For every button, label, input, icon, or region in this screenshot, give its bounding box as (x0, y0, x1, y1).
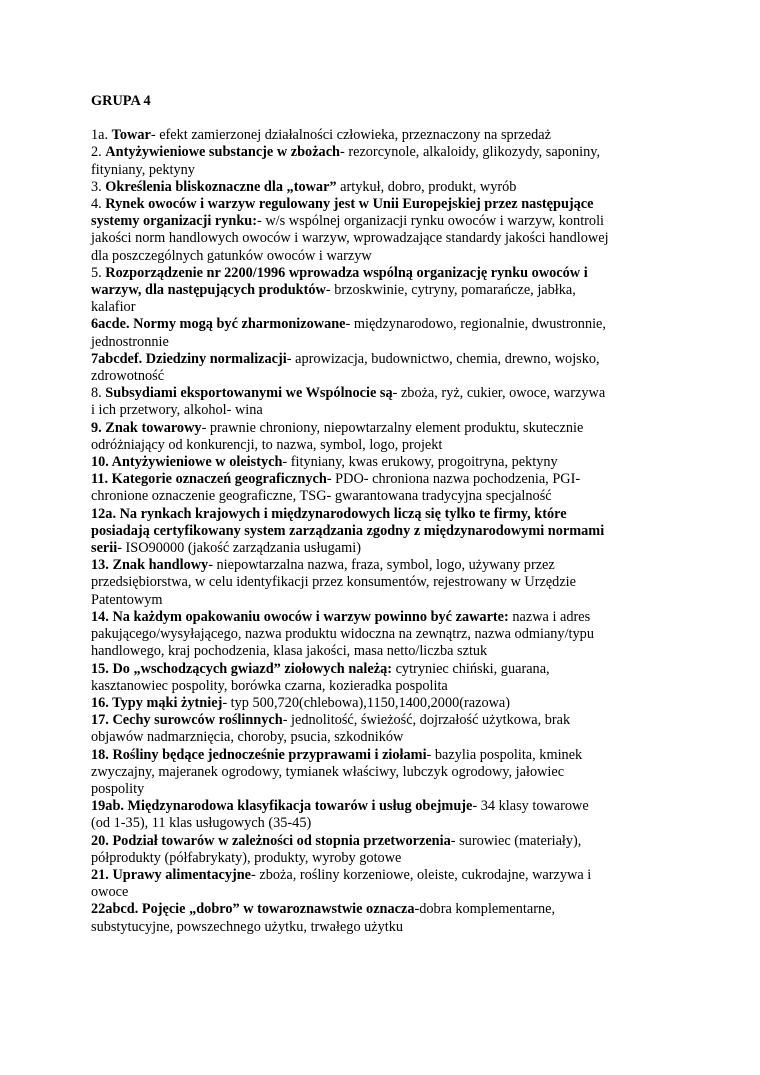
item-number: 3. (91, 178, 106, 195)
item-question: 13. Znak handlowy (91, 557, 209, 574)
item-answer: nazwa i adres pakującego/wysyłającego, nazwa produktu widoczna na zewnątrz, nazwa odmiany/typu handlowego, kraj pochodzenia, klasa jakości, masa netto/liczba sztuk (91, 608, 594, 660)
item-answer: - międzynarodowo, regionalnie, dwustronnie, jednostronnie (91, 316, 606, 350)
item-answer: cytryniec chiński, guarana, kasztanowiec pospolity, borówka czarna, kozieradka pospolita (91, 660, 550, 694)
question-item (91, 179, 611, 196)
item-question: 19ab. Międzynarodowa klasyfikacja towarów i usług obejmuje (91, 798, 473, 815)
item-question: 6acde. Normy mogą być zharmonizowane (91, 316, 346, 333)
item-answer: - brzoskwinie, cytryny, pomarańcze, jabłka, kalafior (91, 282, 576, 316)
question-item (91, 557, 611, 609)
question-item (91, 609, 611, 661)
item-answer: - surowiec (materiały), półprodukty (półfabrykaty), produkty, wyroby gotowe (91, 832, 582, 866)
item-number: 2. (91, 144, 106, 161)
question-list (91, 127, 611, 936)
item-question: 16. Typy mąki żytniej (91, 694, 223, 711)
item-answer: - jednolitość, świeżość, dojrzałość użytkowa, brak objawów nadmarznięcia, choroby, psucia, szkodników (91, 712, 571, 746)
question-item (91, 385, 611, 419)
item-answer: - niepowtarzalna nazwa, fraza, symbol, logo, używany przez przedsiębiorstwa, w celu identyfikacji przez konsumentów, rejestrowany w Urzędzie Patentowym (91, 557, 576, 608)
item-answer: - prawnie chroniony, niepowtarzalny element produktu, skutecznie odróżniający od konkurencji, to nazwa, symbol, logo, projekt (91, 419, 584, 453)
question-item (91, 798, 611, 832)
item-answer: - bazylia pospolita, kminek zwyczajny, majeranek ogrodowy, tymianek właściwy, lubczyk ogrodowy, jałowiec pospolity (91, 746, 583, 797)
item-question: 22abcd. Pojęcie „dobro” w towaroznawstwie oznacza (91, 901, 415, 918)
question-item (91, 471, 611, 505)
item-number: 5. (91, 264, 106, 281)
question-item (91, 196, 611, 265)
item-number: 1a. (91, 127, 112, 144)
question-item (91, 506, 611, 558)
item-question: 20. Podział towarów w zależności od stopnia przetworzenia (91, 832, 451, 849)
item-answer: - efekt zamierzonej działalności człowieka, przeznaczony na sprzedaż (150, 127, 551, 144)
item-answer: - ISO90000 (jakość zarządzania usługami) (117, 540, 361, 557)
question-item (91, 144, 611, 178)
item-number: 4. (91, 196, 106, 213)
item-question: Subsydiami eksportowanymi we Wspólnocie są (105, 385, 393, 402)
question-item (91, 661, 611, 695)
item-question: Rozporządzenie nr 2200/1996 wprowadza wspólną organizację rynku owoców i warzyw, dla następujących produktów (91, 264, 588, 299)
item-question: 12a. Na rynkach krajowych i międzynarodowych liczą się tylko te firmy, które posiadają certyfikowany system zarządzania zgodny z międzynarodowymi normami serii (91, 505, 605, 557)
item-answer: - zboża, rośliny korzeniowe, oleiste, cukrodajne, warzywa i owoce (91, 866, 592, 901)
question-item (91, 265, 611, 317)
item-question: 15. Do „wschodzących gwiazd” ziołowych należą: (91, 660, 393, 677)
item-question: Określenia bliskoznaczne dla „towar” (105, 178, 337, 195)
item-answer: - PDO- chroniona nazwa pochodzenia, PGI- chronione oznaczenie geograficzne, TSG- gwarantowana tradycyjna specjalność (91, 471, 581, 505)
item-answer: - typ 500,720(chlebowa),1150,1400,2000(razowa) (222, 694, 511, 711)
question-item (91, 747, 611, 799)
item-question: Rynek owoców i warzyw regulowany jest w Unii Europejskiej przez następujące systemy organizacji rynku: (91, 196, 594, 230)
item-answer: - zboża, ryż, cukier, owoce, warzywa i ich przetwory, alkohol- wina (91, 385, 606, 419)
item-question: 10. Antyżywieniowe w oleistych (91, 454, 283, 471)
question-item (91, 454, 611, 471)
item-question: Towar (111, 127, 151, 144)
item-answer: - 34 klasy towarowe (od 1-35), 11 klas usługowych (35-45) (91, 798, 589, 832)
question-item (91, 833, 611, 867)
item-question: 11. Kategorie oznaczeń geograficznych (91, 471, 327, 488)
item-answer: artykuł, dobro, produkt, wyrób (336, 178, 517, 195)
question-item (91, 901, 611, 935)
item-answer: -dobra komplementarne, substytucyjne, powszechnego użytku, trwałego użytku (91, 901, 556, 935)
item-question: 7abcdef. Dziedziny normalizacji (91, 350, 287, 367)
question-item (91, 420, 611, 454)
question-item (91, 351, 611, 385)
question-item (91, 867, 611, 901)
item-question: 18. Rośliny będące jednocześnie przyprawami i ziołami (91, 746, 427, 763)
item-question: 17. Cechy surowców roślinnych (91, 712, 283, 729)
item-answer: - fityniany, kwas erukowy, progoitryna, pektyny (282, 454, 558, 471)
item-answer: - w/s wspólnej organizacji rynku owoców i warzyw, kontroli jakości norm handlowych owoców i warzyw, wprowadzające standardy jakości handlowej dla poszczególnych gatunków owoców i warzyw (91, 213, 609, 264)
question-item (91, 695, 611, 712)
item-question: 9. Znak towarowy (91, 419, 202, 436)
item-number: 8. (91, 385, 106, 402)
document-title: GRUPA 4 (91, 93, 151, 109)
item-question: Antyżywieniowe substancje w zbożach (105, 144, 340, 161)
document-content (91, 93, 611, 936)
item-question: 14. Na każdym opakowaniu owoców i warzyw powinno być zawarte: (91, 608, 509, 625)
question-item (91, 316, 611, 350)
question-item (91, 712, 611, 746)
item-answer: - rezorcynole, alkaloidy, glikozydy, saponiny, fityniany, pektyny (91, 144, 601, 178)
item-answer: - aprowizacja, budownictwo, chemia, drewno, wojsko, zdrowotność (91, 350, 600, 385)
question-item (91, 127, 611, 144)
item-question: 21. Uprawy alimentacyjne (91, 866, 252, 883)
